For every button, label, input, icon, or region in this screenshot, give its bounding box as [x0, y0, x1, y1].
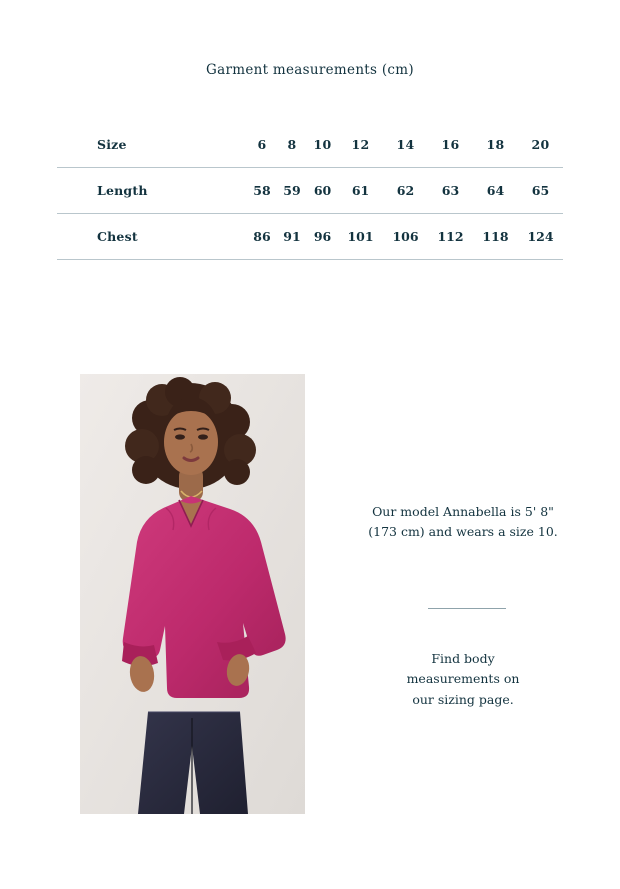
header-size-1: 8 [287, 137, 297, 152]
model-photo-illustration [80, 374, 305, 814]
length-size-10: 60 [313, 183, 332, 198]
model-note-line-2: is 5' 8" (173 cm) [368, 504, 554, 540]
size-guide-page [0, 62, 620, 889]
table-row [57, 168, 563, 214]
header-size-5: 16 [441, 137, 460, 152]
length-size-16: 63 [441, 183, 460, 198]
model-note [368, 502, 558, 543]
length-size-6: 58 [253, 183, 271, 198]
chest-size-18: 118 [482, 229, 509, 244]
length-size-12: 61 [351, 183, 370, 198]
header-size-2: 10 [313, 137, 332, 152]
chest-size-14: 106 [392, 229, 419, 244]
sizing-note-line-1: Find body [431, 651, 495, 666]
chest-size-10: 96 [313, 229, 332, 244]
measurements-table-wrapper [57, 122, 563, 260]
length-size-18: 64 [486, 183, 505, 198]
lower-section [0, 374, 620, 844]
model-note-line-3: and wears a [428, 524, 506, 540]
table-header-row [57, 122, 563, 168]
header-size-6: 18 [486, 137, 505, 152]
table-body [57, 168, 563, 260]
sizing-note-line-2: measurements on [406, 671, 520, 687]
header-size-0: 6 [257, 137, 267, 152]
header-size-4: 14 [396, 137, 415, 152]
model-photo [80, 374, 305, 814]
note-divider [428, 608, 506, 609]
model-note-line-1: Our model Annabella [372, 504, 507, 519]
table-row [57, 214, 563, 260]
length-size-20: 65 [531, 183, 550, 198]
chest-size-12: 101 [347, 229, 374, 244]
header-size-label: Size [97, 137, 127, 152]
chest-size-20: 124 [527, 229, 554, 244]
row-label-chest: Chest [97, 229, 138, 244]
measurements-table [57, 122, 563, 260]
model-note-line-4: size 10. [509, 524, 558, 540]
sizing-note [368, 649, 558, 710]
header-size-3: 12 [351, 137, 370, 152]
page-title: Garment measurements (cm) [206, 62, 414, 78]
length-size-14: 62 [396, 183, 415, 198]
chest-size-6: 86 [253, 229, 271, 244]
sizing-note-line-3: our sizing page. [412, 691, 514, 707]
chest-size-16: 112 [437, 229, 464, 244]
row-label-length: Length [97, 183, 148, 198]
header-size-7: 20 [531, 137, 550, 152]
length-size-8: 59 [283, 183, 301, 198]
table-head [57, 122, 563, 168]
chest-size-8: 91 [283, 229, 301, 244]
